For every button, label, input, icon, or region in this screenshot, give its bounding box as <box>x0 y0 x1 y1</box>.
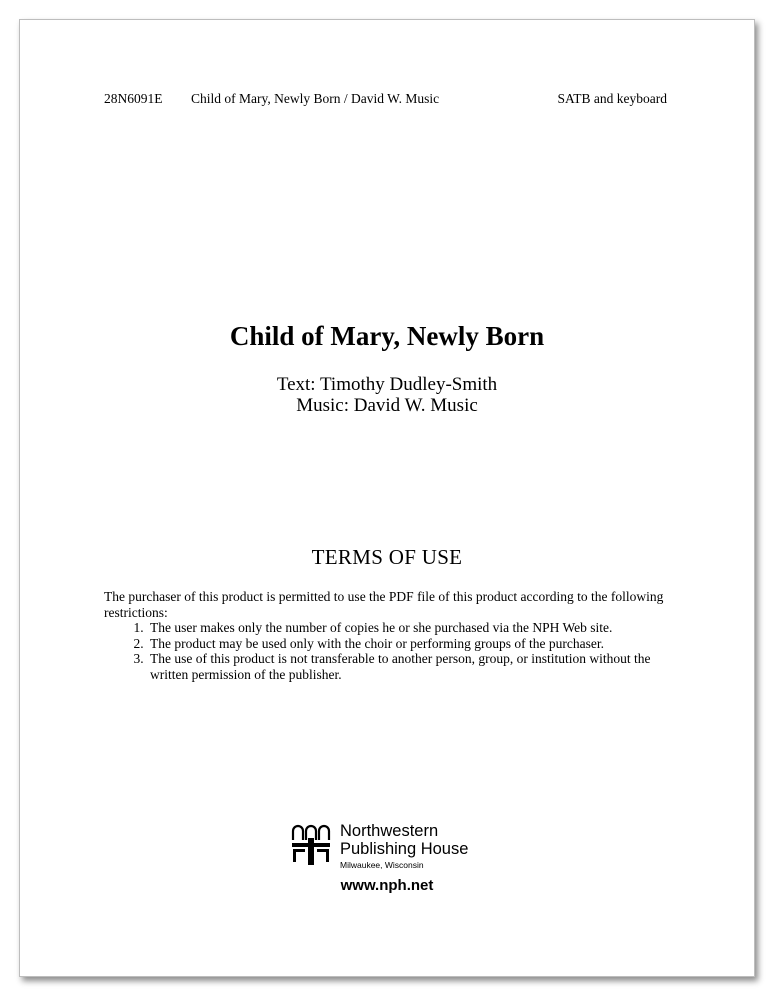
publisher-location: Milwaukee, Wisconsin <box>340 860 424 870</box>
terms-intro: The purchaser of this product is permitted to use the PDF file of this product according to the following restrictions: <box>104 589 664 620</box>
page-title: Child of Mary, Newly Born <box>229 321 545 351</box>
credits <box>20 374 754 416</box>
terms-list <box>104 620 664 682</box>
terms-body <box>104 589 664 682</box>
voicing: SATB and keyboard <box>557 91 667 106</box>
header-title: Child of Mary, Newly Born / David W. Music <box>191 91 440 106</box>
terms-item: 2. The product may be used only with the choir or performing groups of the purchaser. <box>147 636 664 652</box>
terms-item: 3. The use of this product is not transferable to another person, group, or institution without the written permission of the publisher. <box>147 651 664 682</box>
terms-item: 1. The user makes only the number of copies he or she purchased via the NPH Web site. <box>147 620 664 636</box>
publisher-name <box>340 822 468 858</box>
terms-heading: TERMS OF USE <box>311 545 463 569</box>
music-credit: Music: David W. Music <box>296 395 478 416</box>
product-code: 28N6091E <box>104 91 163 106</box>
publisher-url[interactable]: www.nph.net <box>340 877 434 894</box>
text-credit: Text: Timothy Dudley-Smith <box>276 374 498 395</box>
document-page <box>19 19 755 977</box>
publisher-name-line2: Publishing House <box>340 840 469 858</box>
nph-logo-icon <box>290 824 332 866</box>
publisher-name-line1: Northwestern <box>340 822 439 840</box>
